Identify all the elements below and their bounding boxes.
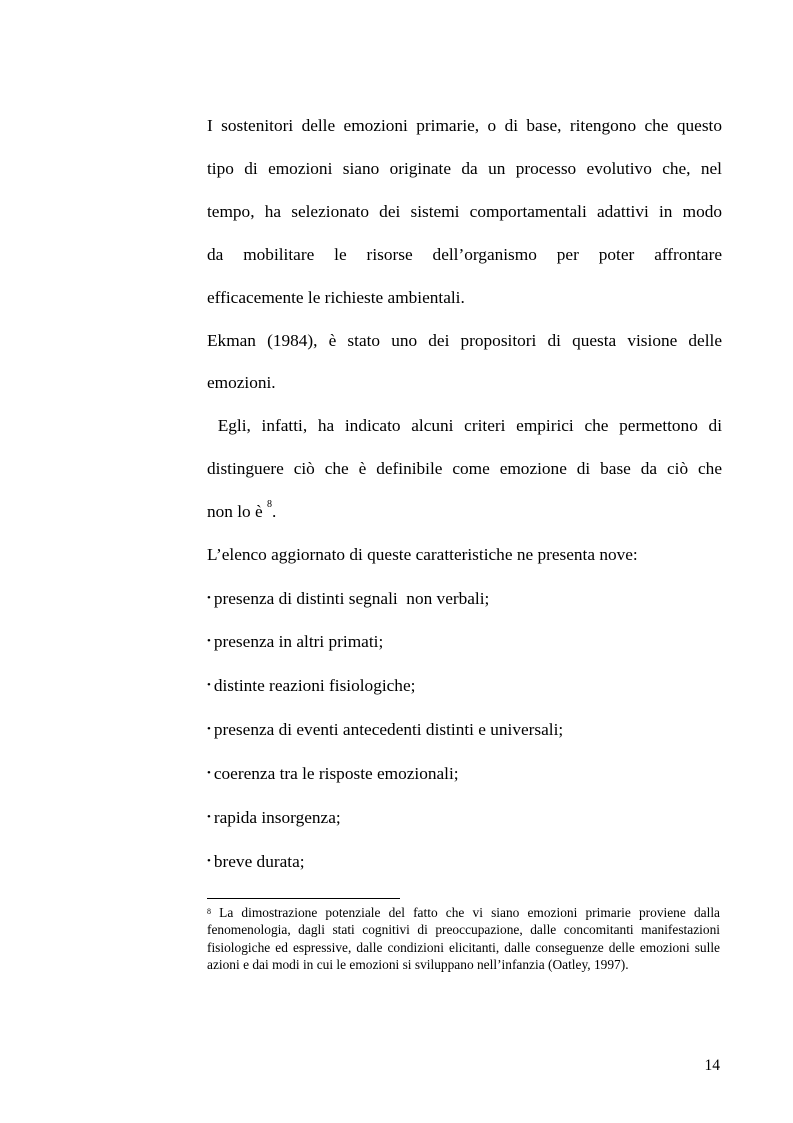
bullet-icon: •	[207, 767, 211, 780]
list-item-text: presenza di eventi antecedenti distinti e universali;	[213, 720, 564, 739]
list-item-text: breve durata;	[213, 852, 305, 871]
footnote-divider	[207, 898, 400, 899]
footnote	[207, 904, 720, 973]
paragraph-2-line-2: emozioni.	[207, 373, 276, 392]
list-item	[207, 632, 722, 652]
list-item	[207, 676, 722, 696]
bullet-icon: •	[207, 679, 211, 692]
page-number: 14	[704, 1057, 720, 1074]
bullet-icon: •	[207, 723, 211, 736]
list-item	[207, 589, 722, 609]
paragraph-3-line-2: distinguere ciò che è definibile come emozione di base da ciò che	[207, 459, 722, 478]
bullet-icon: •	[207, 635, 211, 648]
paragraph-1-line-5: efficacemente le richieste ambientali.	[207, 288, 465, 307]
list-item-text: coerenza tra le risposte emozionali;	[213, 764, 459, 783]
footnote-number: 8	[207, 907, 211, 916]
list-item-text: presenza di distinti segnali non verbali;	[213, 589, 490, 608]
paragraph-3-line-3	[207, 499, 722, 522]
list-item	[207, 720, 722, 740]
paragraph-3-line-1: Egli, infatti, ha indicato alcuni criteri empirici che permettono di	[207, 416, 722, 435]
list-item-text: rapida insorgenza;	[213, 808, 341, 827]
list-item-text: distinte reazioni fisiologiche;	[213, 676, 416, 695]
list-item-text: presenza in altri primati;	[213, 632, 384, 651]
paragraph-3-line-3-text: non lo è	[207, 502, 267, 521]
paragraph-1-line-2: tipo di emozioni siano originate da un processo evolutivo che, nel	[207, 159, 722, 178]
list-item	[207, 764, 722, 784]
paragraph-1-line-1: I sostenitori delle emozioni primarie, o di base, ritengono che questo	[207, 116, 722, 135]
bullet-icon: •	[207, 592, 211, 605]
footnote-reference: 8	[267, 499, 272, 510]
list-item	[207, 808, 722, 828]
footnote-text: La dimostrazione potenziale del fatto che vi siano emozioni primarie proviene dalla fenomenologia, dagli stati cognitivi di preoccupazione, dalle concomitanti manifestazioni fisiologiche ed espressive, dalle condizioni elicitanti, dalle conseguenze delle emozioni sulle azioni e dai modi in cui le emozioni si sviluppano nell’infanzia (Oatley, 1997).	[207, 905, 720, 972]
bullet-icon: •	[207, 811, 211, 824]
paragraph-2-line-1: Ekman (1984), è stato uno dei propositori di questa visione delle	[207, 331, 722, 350]
bullet-icon: •	[207, 855, 211, 868]
paragraph-4-line-1: L’elenco aggiornato di queste caratteristiche ne presenta nove:	[207, 545, 638, 564]
paragraph-3-line-3-end: .	[272, 502, 277, 521]
paragraph-1-line-4: da mobilitare le risorse dell’organismo per poter affrontare	[207, 245, 722, 264]
list-item	[207, 852, 722, 872]
paragraph-1-line-3: tempo, ha selezionato dei sistemi comportamentali adattivi in modo	[207, 202, 722, 221]
